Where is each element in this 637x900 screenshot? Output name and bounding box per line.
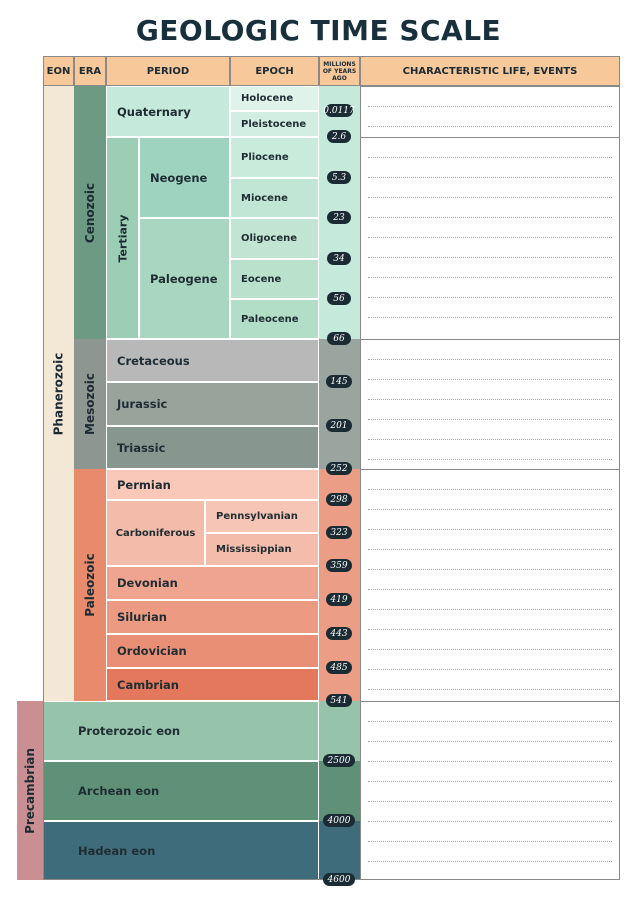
boundary-badge: 23 [327,211,351,224]
writing-line [368,399,612,400]
boundary-badge: 359 [326,559,352,572]
writing-line [368,157,612,158]
eon-phanerozoic-label: Phanerozoic [51,352,66,435]
boundary-badge: 34 [327,252,351,265]
eon-precambrian [17,701,43,880]
mya-column-hadean [319,821,360,880]
era-paleozoic [74,469,106,701]
eon-hadean: Hadean eon [43,821,319,880]
writing-line [368,801,612,802]
boundary-badge: 252 [326,462,352,475]
era-cenozoic [74,86,106,339]
writing-line [368,177,612,178]
era-paleozoic-label: Paleozoic [83,553,97,617]
header-period: PERIOD [106,56,230,86]
writing-line [368,529,612,530]
boundary-badge: 4600 [323,873,355,886]
boundary-badge: 0.0117 [323,105,355,116]
boundary-badge: 298 [326,493,352,506]
writing-line [368,379,612,380]
writing-line [368,861,612,862]
writing-line [368,761,612,762]
writing-line [368,741,612,742]
writing-line [368,237,612,238]
subperiod-tertiary-label: Tertiary [116,214,130,262]
era-mesozoic-label: Mesozoic [83,373,98,435]
writing-line [368,721,612,722]
epoch-paleocene: Paleocene [230,299,319,339]
period-neogene: Neogene [139,137,230,218]
writing-line [368,689,612,690]
writing-line [368,781,612,782]
period-jurassic: Jurassic [106,382,319,426]
eon-precambrian-label: Precambrian [23,747,38,834]
period-silurian: Silurian [106,600,319,634]
period-cambrian: Cambrian [106,668,319,701]
section-separator [360,137,620,138]
writing-line [368,459,612,460]
header-eon: EON [43,56,74,86]
period-permian: Permian [106,469,319,500]
writing-line [368,669,612,670]
boundary-badge: 419 [326,593,352,606]
era-mesozoic [74,339,106,469]
boundary-badge: 66 [327,332,351,345]
writing-line [368,649,612,650]
boundary-badge: 443 [326,627,352,640]
writing-line [368,419,612,420]
writing-line [368,629,612,630]
section-separator [360,701,620,702]
mya-column-proterozoic [319,701,360,761]
writing-line [368,841,612,842]
boundary-badge: 201 [326,419,352,432]
writing-line [368,569,612,570]
period-carboniferous: Carboniferous [106,500,205,566]
header-epoch: EPOCH [230,56,319,86]
header-characteristic-life-events: CHARACTERISTIC LIFE, EVENTS [360,56,620,86]
epoch-oligocene: Oligocene [230,218,319,259]
epoch-miocene: Miocene [230,178,319,218]
period-triassic: Triassic [106,426,319,469]
period-cretaceous: Cretaceous [106,339,319,382]
writing-line [368,257,612,258]
eon-phanerozoic [43,86,74,701]
header-millions-of-years-ago: MILLIONS OF YEARS AGO [319,56,360,86]
writing-line [368,609,612,610]
writing-line [368,217,612,218]
writing-line [368,549,612,550]
boundary-badge: 485 [326,661,352,674]
writing-line [368,359,612,360]
writing-line [368,589,612,590]
era-cenozoic-label: Cenozoic [83,182,97,243]
subperiod-tertiary [106,137,139,339]
epoch-mississippian: Mississippian [205,533,319,566]
writing-line [368,317,612,318]
page-title: GEOLOGIC TIME SCALE [135,14,502,47]
writing-line [368,489,612,490]
period-quaternary: Quaternary [106,86,230,137]
eon-proterozoic: Proterozoic eon [43,701,319,761]
epoch-pennsylvanian: Pennsylvanian [205,500,319,533]
boundary-badge: 4000 [323,814,355,827]
boundary-badge: 5.3 [327,171,351,184]
boundary-badge: 2500 [323,754,355,767]
writing-line [368,106,612,107]
writing-line [368,126,612,127]
writing-line [368,509,612,510]
mya-column-archean [319,761,360,821]
writing-line [368,297,612,298]
boundary-badge: 145 [326,375,352,388]
writing-line [368,439,612,440]
writing-line [368,197,612,198]
writing-line [368,821,612,822]
boundary-badge: 56 [327,292,351,305]
period-ordovician: Ordovician [106,634,319,668]
boundary-badge: 323 [326,526,352,539]
boundary-badge: 2.6 [327,130,351,143]
section-separator [360,469,620,470]
period-paleogene: Paleogene [139,218,230,339]
section-separator [360,339,620,340]
period-devonian: Devonian [106,566,319,600]
writing-line [368,277,612,278]
epoch-pleistocene: Pleistocene [230,111,319,137]
epoch-holocene: Holocene [230,86,319,111]
boundary-badge: 541 [326,694,352,707]
epoch-eocene: Eocene [230,259,319,299]
eon-archean: Archean eon [43,761,319,821]
header-era: ERA [74,56,106,86]
mya-column-mesozoic [319,339,360,469]
epoch-pliocene: Pliocene [230,137,319,178]
